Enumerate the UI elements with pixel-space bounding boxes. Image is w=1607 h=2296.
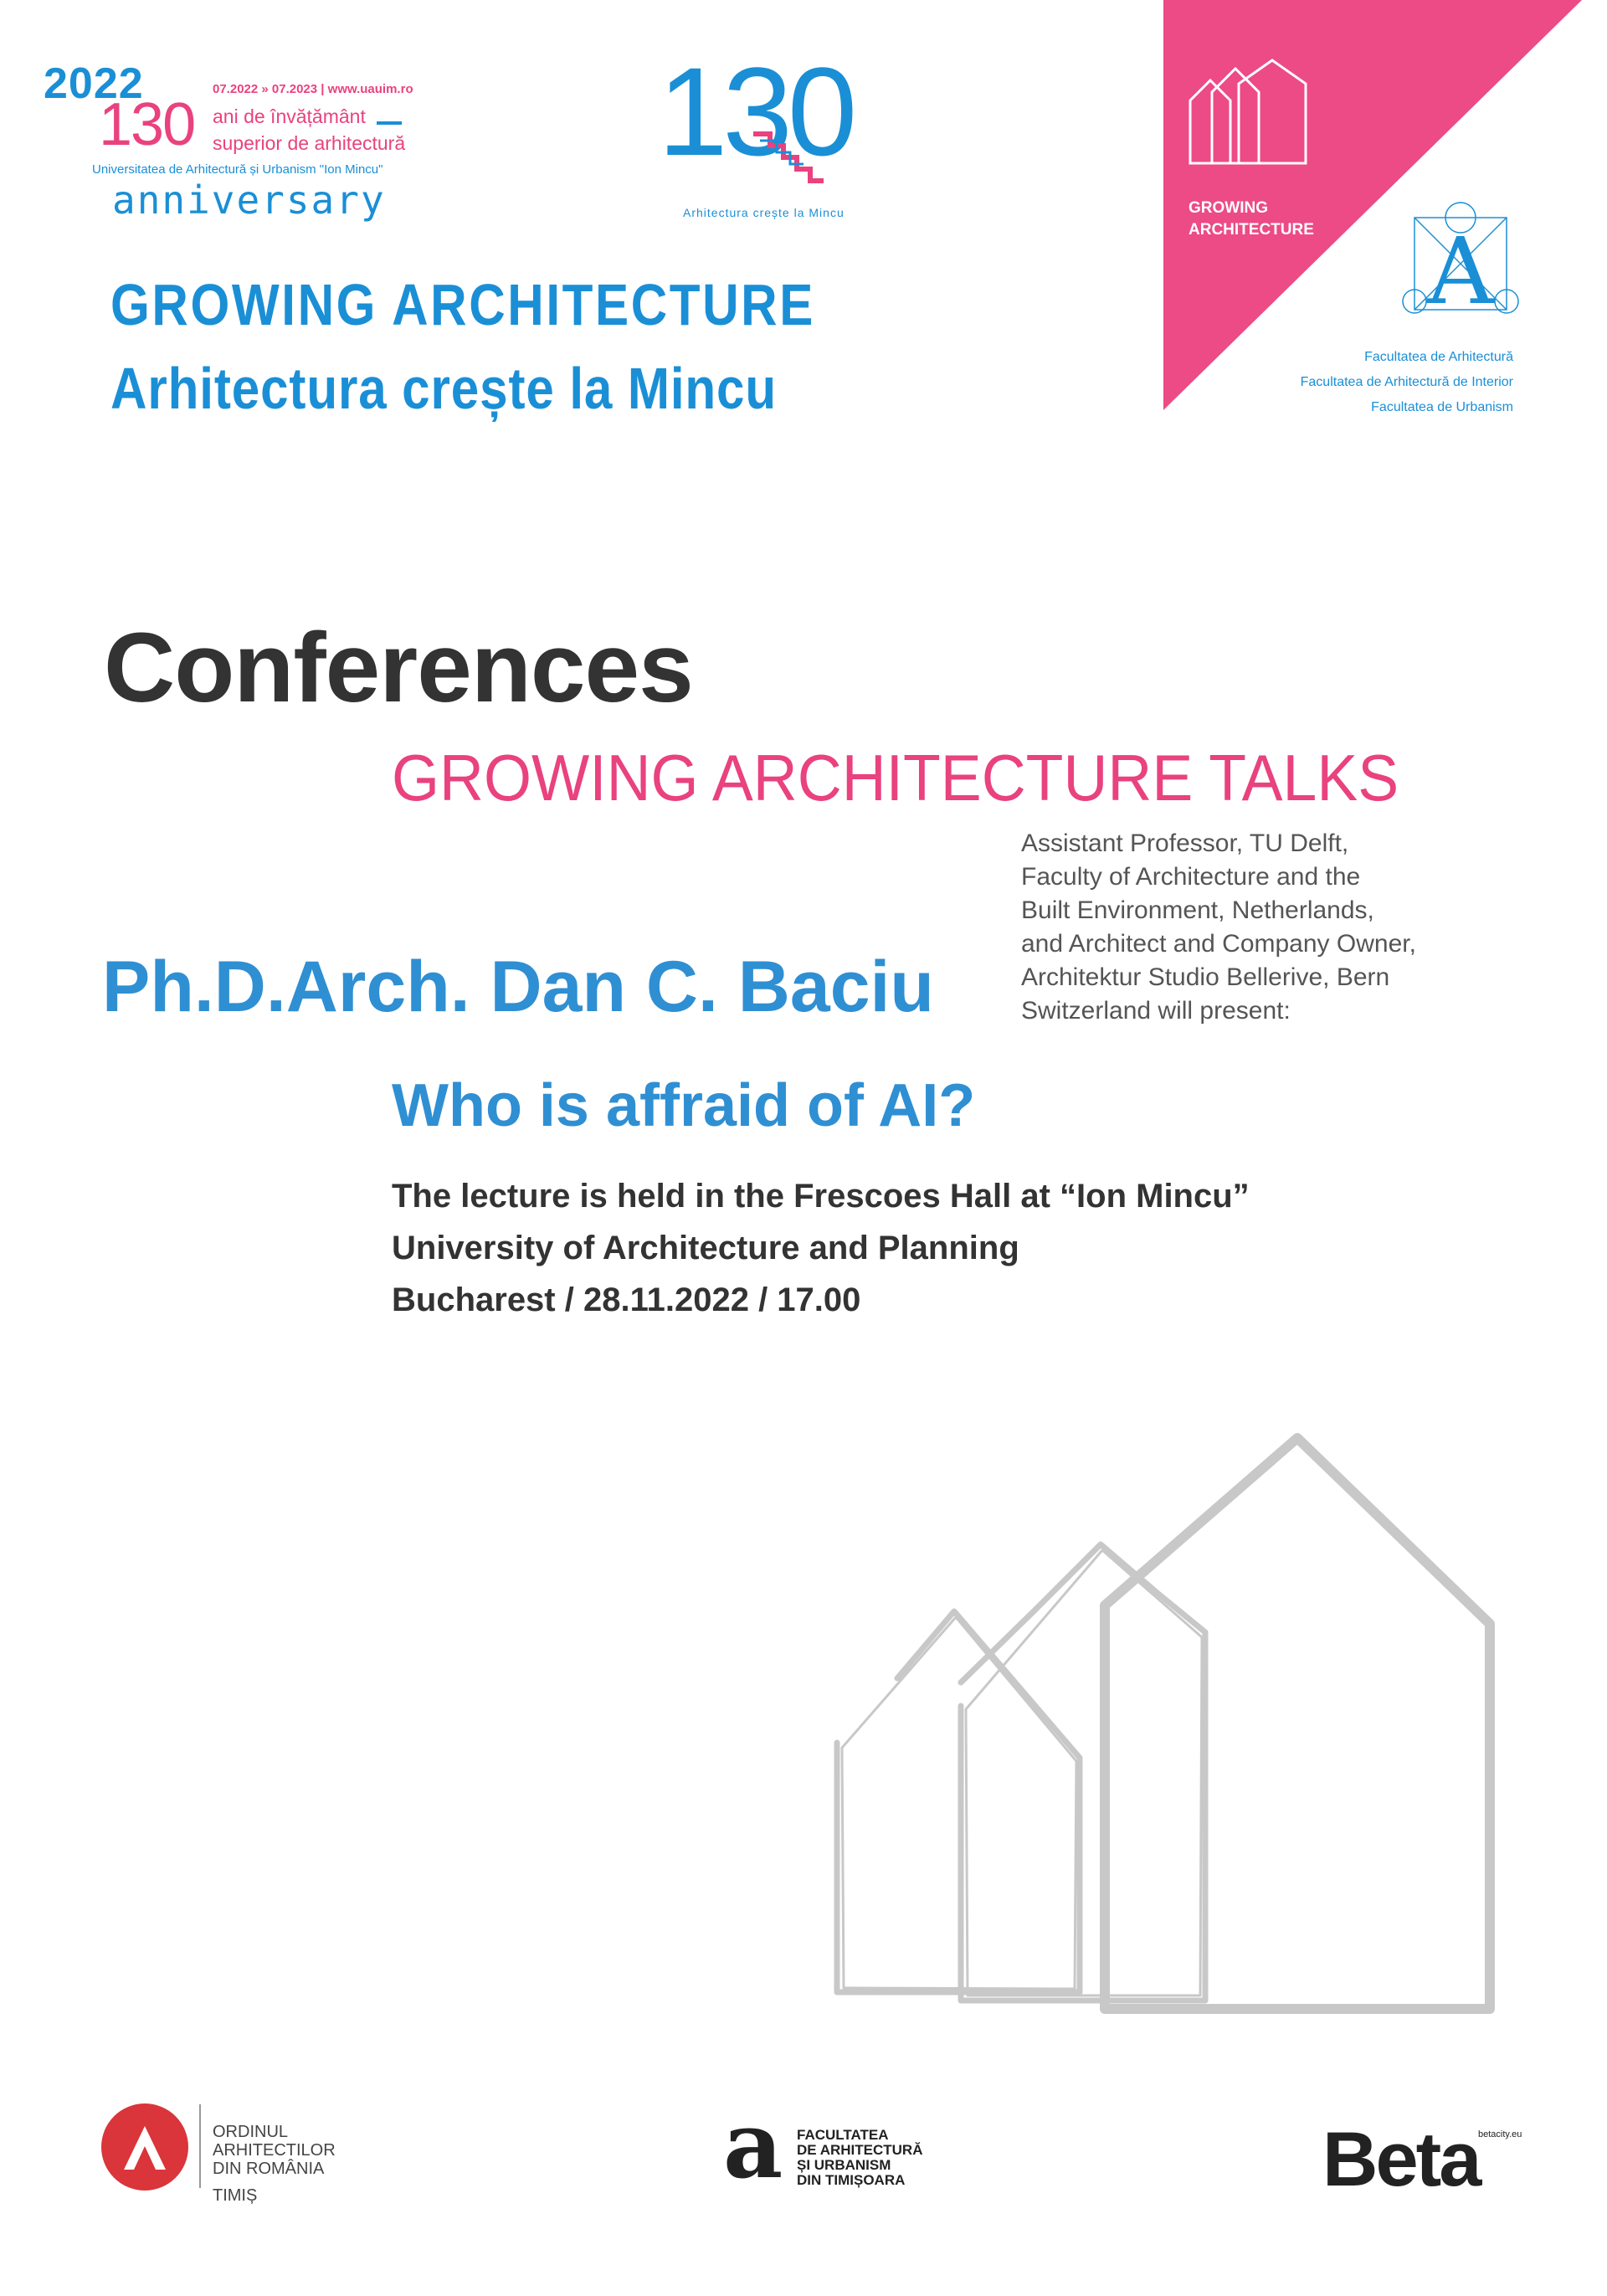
center-logo-stairs-icon: [745, 117, 845, 209]
lecture-detail-line: Bucharest / 28.11.2022 / 17.00: [392, 1282, 861, 1318]
oar-branch: TIMIȘ: [213, 2186, 258, 2205]
conferences-title: Conferences: [104, 613, 693, 723]
center-logo-number: 130: [658, 41, 853, 182]
speaker-name: Ph.D.Arch. Dan C. Baciu: [102, 947, 934, 1027]
fau-name-line: FACULTATEA: [797, 2127, 889, 2143]
beta-logo: Beta: [1322, 2117, 1480, 2202]
conference-series: GROWING ARCHITECTURE TALKS: [392, 741, 1399, 814]
center-logo-tagline: Arhitectura crește la Mincu: [683, 206, 845, 219]
faculty-a-monogram-icon: [1398, 193, 1532, 318]
faculty-name-1: Facultatea de Arhitectură: [1364, 350, 1513, 364]
anniversary-number: 130: [99, 91, 195, 158]
corner-badge-label-1: GROWING: [1189, 199, 1268, 217]
faculty-name-2: Facultatea de Arhitectură de Interior: [1300, 375, 1513, 389]
fau-name-line: DE ARHITECTURĂ: [797, 2142, 923, 2158]
lecture-detail-line: University of Architecture and Planning: [392, 1230, 1019, 1266]
anniversary-dash: [377, 121, 402, 125]
svg-text:A: A: [1427, 218, 1494, 318]
lecture-detail-line: The lecture is held in the Frescoes Hall at “Ion Mincu”: [392, 1178, 1250, 1215]
beta-website: betacity.eu: [1478, 2129, 1522, 2139]
headline-line-1: GROWING ARCHITECTURE: [110, 272, 815, 337]
anniversary-line-1: ani de învățământ: [213, 105, 366, 127]
speaker-bio-line: and Architect and Company Owner,: [1021, 930, 1416, 958]
anniversary-word: anniversary: [112, 177, 386, 223]
fau-logo-letter: a: [723, 2091, 783, 2199]
corner-badge-label-2: ARCHITECTURE: [1189, 221, 1314, 239]
oar-name-line: DIN ROMÂNIA: [213, 2160, 325, 2178]
oar-name: [213, 2123, 336, 2178]
oar-logo-icon: [99, 2101, 191, 2193]
speaker-bio-line: Faculty of Architecture and the: [1021, 863, 1361, 891]
oar-separator: [199, 2104, 201, 2188]
speaker-bio-line: Built Environment, Netherlands,: [1021, 896, 1374, 924]
anniversary-year: 2022: [44, 59, 144, 108]
lecture-details: [392, 1170, 1250, 1326]
houses-illustration: [829, 1423, 1515, 2059]
anniversary-line-2: superior de arhitectură: [213, 132, 406, 154]
fau-name: [797, 2128, 922, 2188]
faculty-name-3: Facultatea de Urbanism: [1371, 400, 1513, 414]
speaker-bio-line: Architektur Studio Bellerive, Bern: [1021, 963, 1390, 991]
anniversary-dates: 07.2022 » 07.2023 | www.uauim.ro: [213, 82, 413, 96]
fau-name-line: ȘI URBANISM: [797, 2157, 891, 2173]
lecture-title: Who is affraid of AI?: [392, 1072, 976, 1139]
anniversary-university: Universitatea de Arhitectură și Urbanism "Ion Mincu": [92, 162, 383, 177]
oar-name-line: ORDINUL: [213, 2123, 289, 2141]
fau-name-line: DIN TIMIȘOARA: [797, 2172, 906, 2188]
speaker-bio-line: Switzerland will present:: [1021, 997, 1291, 1025]
speaker-bio: [1021, 827, 1416, 1028]
headline-line-2: Arhitectura crește la Mincu: [110, 356, 778, 421]
speaker-bio-line: Assistant Professor, TU Delft,: [1021, 830, 1349, 857]
oar-name-line: ARHITECTILOR: [213, 2141, 336, 2160]
